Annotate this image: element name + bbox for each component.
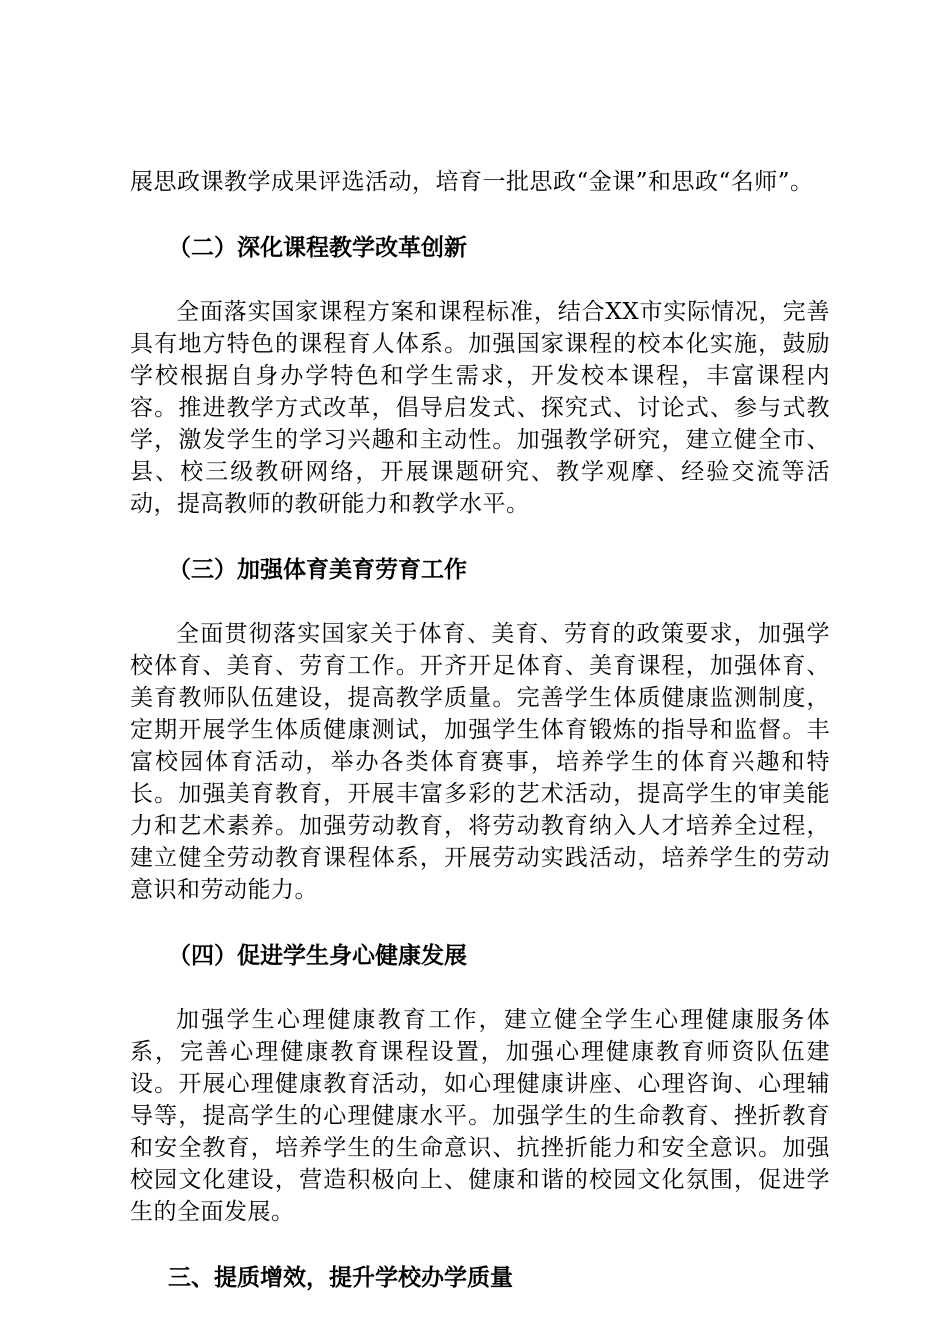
section-paragraph-2: 全面落实国家课程方案和课程标准，结合XX市实际情况，完善具有地方特色的课程育人体系。加强国家课程的校本化实施，鼓励学校根据自身办学特色和学生需求，开发校本课程，丰富课程内容。推进教学方式改革，倡导启发式、探究式、讨论式、参与式教学，激发学生的学习兴趣和主动性。加强教学研究，建立健全市、县、校三级教研网络，开展课题研究、教学观摩、经验交流等活动，提高教师的教研能力和教学水平。	[130, 299, 830, 517]
section-heading-2: （二）深化课程教学改革创新	[168, 235, 467, 261]
intro-paragraph: 展思政课教学成果评选活动，培育一批思政“金课”和思政“名师”。	[130, 169, 814, 195]
section-paragraph-4: 加强学生心理健康教育工作，建立健全学生心理健康服务体系，完善心理健康教育课程设置，加强心理健康教育师资队伍建设。开展心理健康教育活动，如心理健康讲座、心理咨询、心理辅导等，提高学生的心理健康水平。加强学生的生命教育、挫折教育和安全教育，培养学生的生命意识、抗挫折能力和安全意识。加强校园文化建设，营造积极向上、健康和谐的校园文化氛围，促进学生的全面发展。	[130, 1007, 830, 1225]
section-heading-3: （三）加强体育美育劳育工作	[168, 557, 467, 583]
section-heading-4: （四）促进学生身心健康发展	[168, 943, 467, 969]
section-paragraph-3: 全面贯彻落实国家关于体育、美育、劳育的政策要求，加强学校体育、美育、劳育工作。开齐开足体育、美育课程，加强体育、美育教师队伍建设，提高教学质量。完善学生体质健康监测制度，定期开展学生体质健康测试，加强学生体育锻炼的指导和监督。丰富校园体育活动，举办各类体育赛事，培养学生的体育兴趣和特长。加强美育教育，开展丰富多彩的艺术活动，提高学生的审美能力和艺术素养。加强劳动教育，将劳动教育纳入人才培养全过程，建立健全劳动教育课程体系，开展劳动实践活动，培养学生的劳动意识和劳动能力。	[130, 621, 830, 903]
document-page	[130, 166, 830, 1294]
chapter-heading: 三、提质增效，提升学校办学质量	[168, 1265, 513, 1291]
